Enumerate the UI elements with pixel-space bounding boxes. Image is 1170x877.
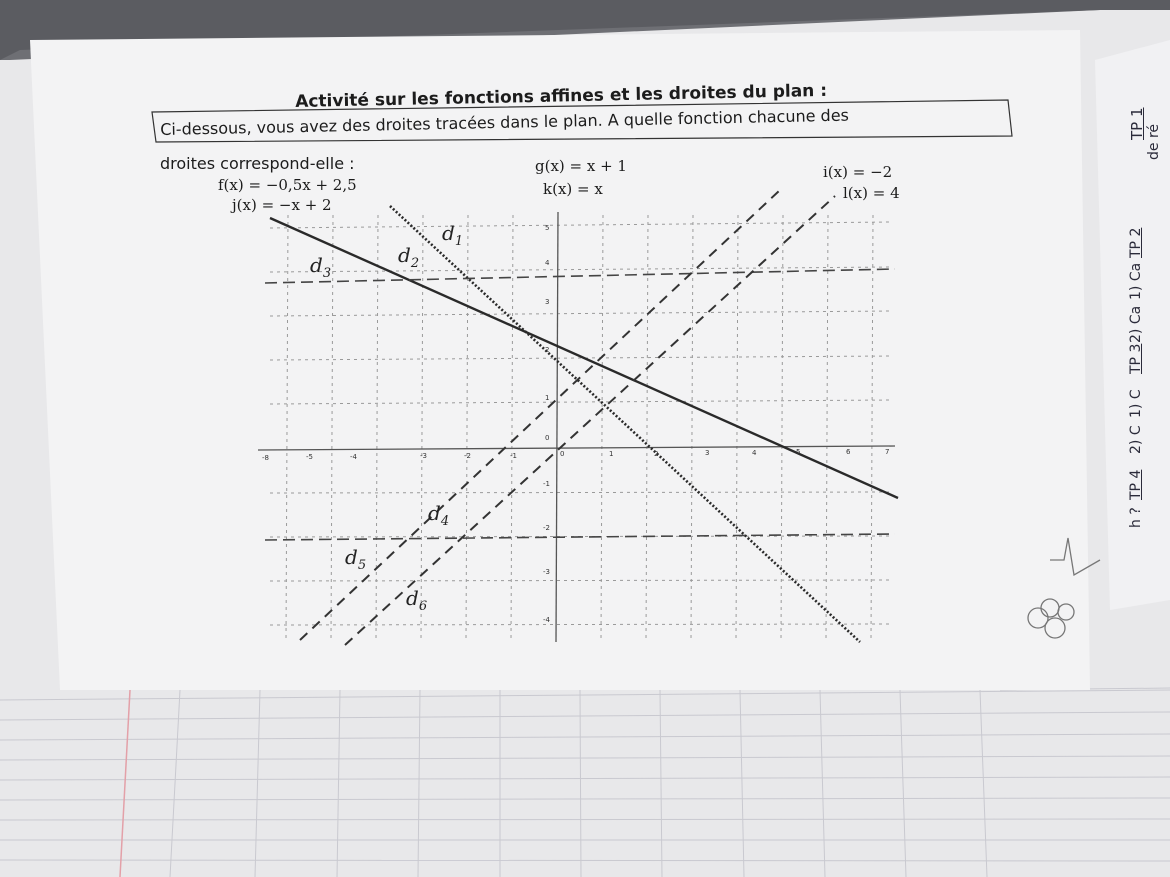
side-tp2-line2: 2) Ca [1128,305,1144,343]
side-tp3: TP 3 [1128,343,1144,374]
x-tick: 7 [885,448,890,456]
y-tick: 4 [545,259,550,267]
x-tick: 3 [705,449,710,457]
x-tick: 4 [752,449,757,457]
label-d2: $d_2$ [398,243,420,271]
x-tick: 1 [609,450,614,458]
x-tick: 6 [846,448,851,456]
function-g: g(x) = x + 1 [535,157,627,175]
y-tick: 1 [545,394,550,402]
y-tick: -4 [543,616,550,624]
side-tp1-sub: de ré [1146,123,1162,160]
x-tick: -5 [306,453,313,461]
x-tick: -1 [510,452,517,460]
intro-line-2: droites correspond-elle : [160,154,355,173]
x-tick: 2 [654,450,659,458]
y-tick: 3 [545,298,550,306]
side-tp3-line2: 2) C [1128,425,1144,454]
side-tp4: TP 4 [1128,469,1144,500]
label-d4: $d_4$ [428,501,450,529]
worksheet-title: Activité sur les fonctions affines et les droites du plan : [295,80,828,112]
function-k: k(x) = x [543,180,603,198]
y-tick: -1 [543,480,550,488]
function-l: l(x) = 4 [843,184,900,202]
y-tick: -2 [543,524,550,532]
x-tick: 0 [560,450,565,458]
side-tp1: TP 1 [1128,107,1146,140]
side-tp2-line1: 1) Ca [1128,262,1144,300]
side-tp2: TP 2 [1128,227,1144,258]
x-tick: -2 [464,452,471,460]
side-tp3-line1: 1) C [1128,389,1144,418]
y-tick: -3 [543,568,550,576]
y-tick: 0 [545,434,550,442]
x-tick: -4 [350,453,357,461]
y-tick: 2 [545,346,550,354]
label-d3: $d_3$ [310,253,332,281]
label-d1: $d_1$ [442,221,464,249]
y-tick: 5 [545,224,550,232]
label-d5: $d_5$ [345,545,367,573]
label-d6: $d_6$ [406,586,428,614]
function-i: i(x) = −2 [823,163,893,181]
x-tick: 5 [796,448,801,456]
function-j: j(x) = −x + 2 [232,196,332,214]
function-f: f(x) = −0,5x + 2,5 [218,176,357,194]
x-tick: -8 [262,454,269,462]
side-tp4-line1: h ? [1128,507,1144,528]
x-tick: -3 [420,452,427,460]
intro-line-1: Ci-dessous, vous avez des droites tracées dans le plan. A quelle fonction chacune des [160,105,850,139]
